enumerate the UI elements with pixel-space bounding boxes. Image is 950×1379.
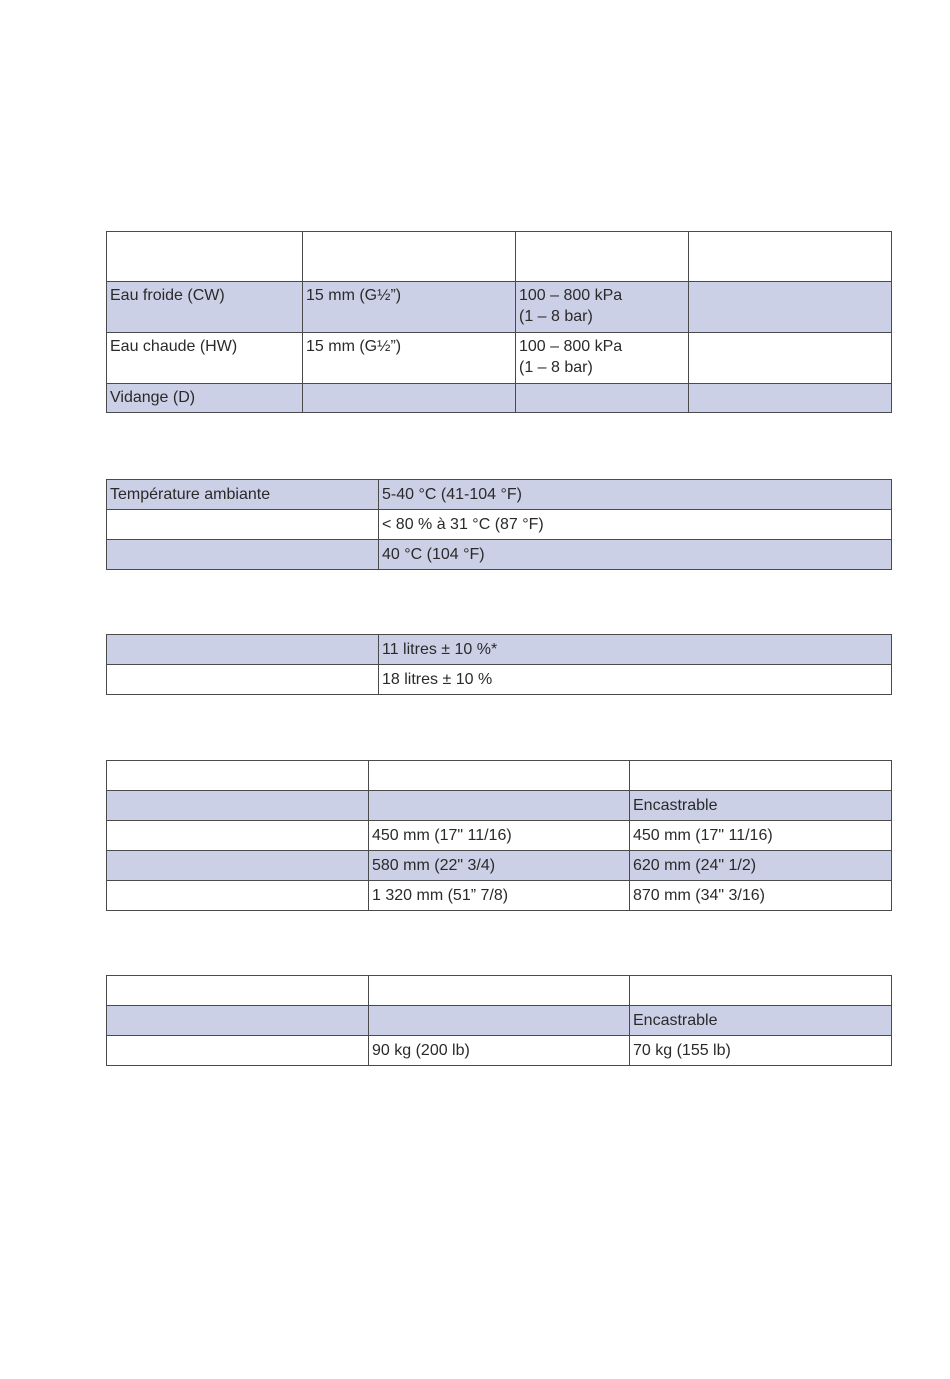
weight-label: [107, 976, 369, 1006]
table-row: [107, 791, 892, 821]
connection-pressure: [516, 384, 689, 413]
dimension-label: [107, 791, 369, 821]
weight-label: [107, 1006, 369, 1036]
environment-value: 5-40 °C (41-104 °F): [379, 480, 892, 510]
connection-size: [303, 384, 516, 413]
weight-value: 90 kg (200 lb): [369, 1036, 630, 1066]
header-cell: [516, 232, 689, 282]
table-row: [107, 665, 892, 695]
volume-label: [107, 635, 379, 665]
dimension-label: [107, 881, 369, 911]
table-row: [107, 384, 892, 413]
dimension-value: 580 mm (22" 3/4): [369, 851, 630, 881]
dimensions-table: [106, 760, 892, 911]
dimension-value: [369, 791, 630, 821]
connection-label: Eau chaude (HW): [107, 333, 303, 384]
weight-value: [369, 1006, 630, 1036]
table-row: [107, 635, 892, 665]
connection-pressure: 100 – 800 kPa (1 – 8 bar): [516, 282, 689, 333]
environment-value: 40 °C (104 °F): [379, 540, 892, 570]
dimension-value: [630, 761, 892, 791]
table-row: [107, 1006, 892, 1036]
connection-label: Eau froide (CW): [107, 282, 303, 333]
volume-table: [106, 634, 892, 695]
dimension-label: [107, 821, 369, 851]
environment-value: < 80 % à 31 °C (87 °F): [379, 510, 892, 540]
table-row: [107, 761, 892, 791]
environment-table: [106, 479, 892, 570]
environment-label: [107, 540, 379, 570]
dimension-value: 450 mm (17" 11/16): [369, 821, 630, 851]
table-row: [107, 1036, 892, 1066]
dimension-value: [369, 761, 630, 791]
dimension-label: [107, 761, 369, 791]
environment-label: [107, 510, 379, 540]
dimension-label: [107, 851, 369, 881]
environment-label: Température ambiante: [107, 480, 379, 510]
volume-label: [107, 665, 379, 695]
table-header-row: [107, 232, 892, 282]
table-row: [107, 510, 892, 540]
dimension-value: 450 mm (17" 11/16): [630, 821, 892, 851]
connection-size: 15 mm (G½”): [303, 282, 516, 333]
table-row: [107, 480, 892, 510]
header-cell: [107, 232, 303, 282]
connections-table: [106, 231, 892, 413]
table-row: [107, 851, 892, 881]
table-row: [107, 540, 892, 570]
connection-extra: [689, 384, 892, 413]
dimension-value: 870 mm (34" 3/16): [630, 881, 892, 911]
weight-table: [106, 975, 892, 1066]
weight-value: [630, 976, 892, 1006]
volume-value: 11 litres ± 10 %*: [379, 635, 892, 665]
dimension-value: 1 320 mm (51” 7/8): [369, 881, 630, 911]
weight-value: [369, 976, 630, 1006]
dimension-value: 620 mm (24" 1/2): [630, 851, 892, 881]
connection-extra: [689, 282, 892, 333]
volume-value: 18 litres ± 10 %: [379, 665, 892, 695]
table-row: [107, 881, 892, 911]
table-row: [107, 282, 892, 333]
table-row: [107, 821, 892, 851]
header-cell: [303, 232, 516, 282]
weight-value: Encastrable: [630, 1006, 892, 1036]
table-row: [107, 976, 892, 1006]
header-cell: [689, 232, 892, 282]
weight-label: [107, 1036, 369, 1066]
connection-label: Vidange (D): [107, 384, 303, 413]
table-row: [107, 333, 892, 384]
weight-value: 70 kg (155 lb): [630, 1036, 892, 1066]
connection-extra: [689, 333, 892, 384]
connection-size: 15 mm (G½”): [303, 333, 516, 384]
connection-pressure: 100 – 800 kPa (1 – 8 bar): [516, 333, 689, 384]
dimension-value: Encastrable: [630, 791, 892, 821]
